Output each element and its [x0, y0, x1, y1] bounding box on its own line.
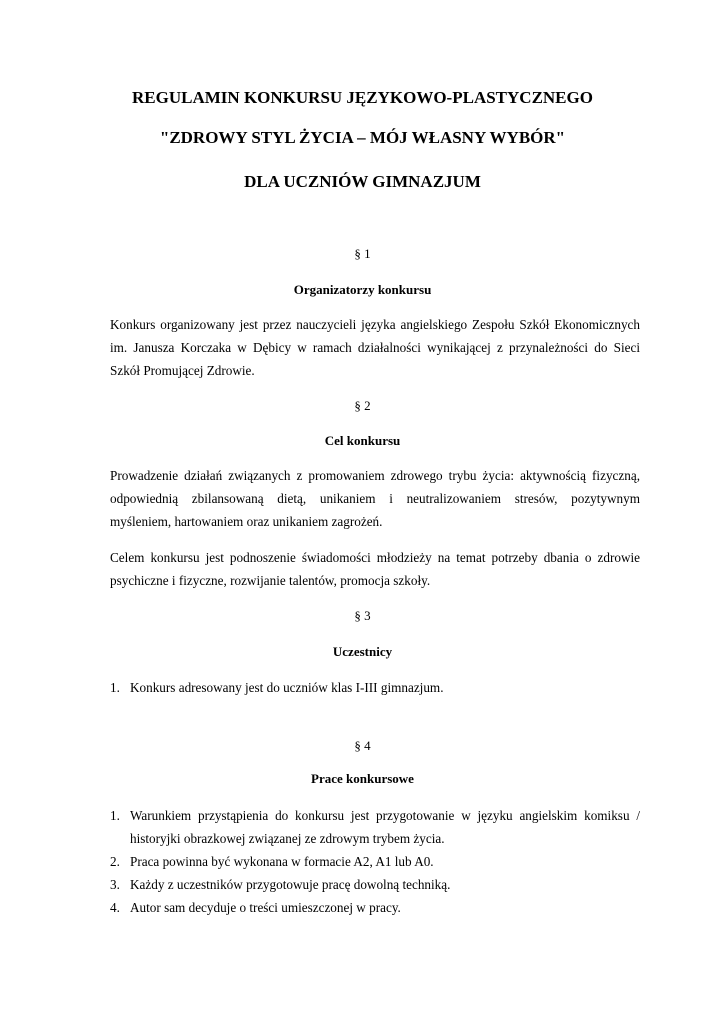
section-2-paragraph-1: [110, 464, 640, 533]
list-item: [110, 873, 640, 896]
section-3-list: [110, 676, 640, 699]
list-item: [110, 676, 640, 699]
paragraph-line: Konkurs organizowany jest przez nauczycieli języka angielskiego Zespołu Szkół Ekonomicznych: [110, 317, 640, 332]
section-2-heading: Cel konkursu: [324, 433, 401, 448]
section-2-mark: § 2: [354, 398, 371, 413]
list-item-text: historyjki obrazkowej związanej ze zdrowym trybem życia.: [130, 831, 445, 846]
list-item-text: Każdy z uczestników przygotowuje pracę dowolną techniką.: [130, 877, 451, 892]
list-item-text: Konkurs adresowany jest do uczniów klas I-III gimnazjum.: [130, 680, 444, 695]
paragraph-line: im. Janusza Korczaka w Dębicy w ramach działalności wynikającej z przynależności do Sieci: [110, 340, 640, 355]
document-title-line-3: DLA UCZNIÓW GIMNAZJUM: [244, 172, 481, 191]
section-4-list: [110, 804, 640, 919]
paragraph-line: myśleniem, hartowaniem oraz unikaniem zagrożeń.: [110, 514, 383, 529]
paragraph-line: odpowiednią zbilansowaną dietą, unikaniem i neutralizowaniem stresów, pozytywnym: [110, 491, 640, 506]
document-title-line-2: "ZDROWY STYL ŻYCIA – MÓJ WŁASNY WYBÓR": [159, 128, 566, 147]
paragraph-line: Celem konkursu jest podnoszenie świadomości młodzieży na temat potrzeby dbania o zdrowie: [110, 550, 640, 565]
section-1-mark: § 1: [354, 246, 371, 261]
paragraph-line: Prowadzenie działań związanych z promowaniem zdrowego trybu życia: aktywnością fizyczną,: [110, 468, 640, 483]
list-item: [110, 850, 640, 873]
document-title-line-1: REGULAMIN KONKURSU JĘZYKOWO-PLASTYCZNEGO: [132, 88, 593, 107]
list-item-text: Warunkiem przystąpienia do konkursu jest przygotowanie w języku angielskim komiksu /: [130, 808, 640, 823]
section-3-heading: Uczestnicy: [332, 644, 393, 659]
paragraph-line: psychiczne i fizyczne, rozwijanie talentów, promocja szkoły.: [110, 573, 431, 588]
section-1-heading: Organizatorzy konkursu: [293, 282, 432, 297]
list-item: [110, 896, 640, 919]
section-3-mark: § 3: [354, 608, 371, 623]
list-item: [110, 804, 640, 850]
list-item-number: 2.: [110, 854, 120, 869]
paragraph-line: Szkół Promującej Zdrowie.: [110, 363, 255, 378]
list-item-number: 4.: [110, 900, 120, 915]
list-item-text: Autor sam decyduje o treści umieszczonej w pracy.: [130, 900, 401, 915]
list-item-number: 1.: [110, 680, 120, 695]
section-2-paragraph-2: [110, 546, 640, 592]
list-item-number: 3.: [110, 877, 120, 892]
section-4-heading: Prace konkursowe: [311, 771, 414, 786]
list-item-number: 1.: [110, 808, 120, 823]
list-item-text: Praca powinna być wykonana w formacie A2, A1 lub A0.: [130, 854, 434, 869]
section-1-paragraph: [110, 313, 640, 382]
section-4-mark: § 4: [354, 738, 371, 753]
